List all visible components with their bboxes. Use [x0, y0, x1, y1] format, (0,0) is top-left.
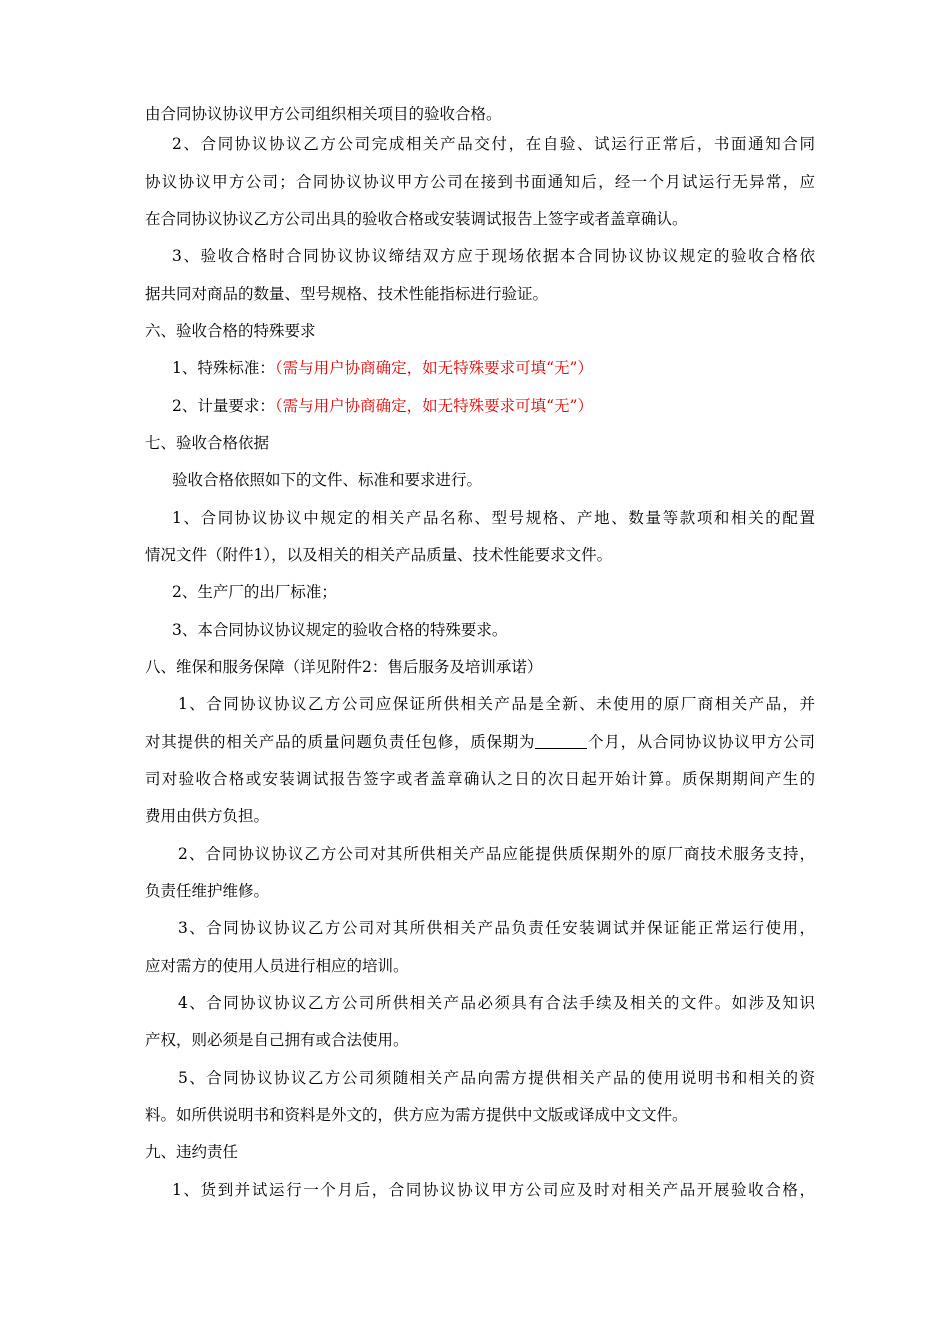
text-line [172, 134, 815, 154]
text-line [178, 694, 815, 714]
line-text: 协议协议甲方公司；合同协议协议甲方公司在接到书面通知后，经一个月试运行无异常，应 [145, 173, 815, 191]
text-line [145, 104, 815, 124]
text-line [145, 732, 815, 752]
line-text: 据共同对商品的数量、型号规格、技术性能指标进行验证。 [145, 285, 549, 303]
line-text: 料。如所供说明书和资料是外文的，供方应为需方提供中文版或译成中文文件。 [145, 1106, 688, 1124]
line-text: 应对需方的使用人员进行相应的培训。 [145, 957, 409, 975]
text-line [178, 844, 815, 864]
text-line [178, 993, 815, 1013]
line-text: 验收合格依照如下的文件、标准和要求进行。 [172, 471, 483, 489]
line-text: 3、本合同协议协议规定的验收合格的特殊要求。 [172, 621, 508, 639]
text-line [172, 620, 815, 640]
line-text: 2、合同协议协议乙方公司对其所供相关产品应能提供质保期外的原厂商技术服务支持， [178, 845, 815, 863]
line-text: 1、合同协议协议乙方公司应保证所供相关产品是全新、未使用的原厂商相关产品，并 [178, 695, 815, 713]
line-text: 九、违约责任 [145, 1143, 239, 1161]
text-line [145, 806, 815, 826]
line-text: 司对验收合格或安装调试报告签字或者盖章确认之日的次日起开始计算。质保期期间产生的 [145, 770, 815, 788]
line-text: 1、特殊标准： [172, 359, 275, 377]
line-text: 3、合同协议协议乙方公司对其所供相关产品负责任安装调试并保证能正常运行使用， [178, 919, 815, 937]
text-line [145, 209, 815, 229]
line-text: 4、合同协议协议乙方公司所供相关产品必须具有合法手续及相关的文件。如涉及知识 [178, 994, 815, 1012]
text-line [172, 508, 815, 528]
line-text: 情况文件（附件1），以及相关的相关产品质量、技术性能要求文件。 [145, 546, 613, 564]
blank-underline [535, 733, 587, 749]
text-line [145, 284, 815, 304]
text-line [172, 358, 815, 378]
text-line [172, 246, 815, 266]
line-text: 个月，从合同协议协议甲方公司 [587, 733, 815, 751]
section-heading [145, 657, 815, 677]
text-line [172, 1180, 815, 1200]
text-line [172, 582, 815, 602]
text-line [145, 881, 815, 901]
line-text: 1、货到并试运行一个月后，合同协议协议甲方公司应及时对相关产品开展验收合格， [172, 1181, 815, 1199]
line-text: 负责任维护维修。 [145, 882, 270, 900]
line-text: 2、生产厂的出厂标准； [172, 583, 337, 601]
red-note: （需与用户协商确定，如无特殊要求可填“无”） [274, 397, 593, 415]
line-text: 由合同协议协议甲方公司组织相关项目的验收合格。 [145, 105, 502, 123]
section-heading [145, 433, 815, 453]
red-note: （需与用户协商确定，如无特殊要求可填“无”） [274, 359, 593, 377]
text-line [145, 1105, 815, 1125]
text-line [145, 1030, 815, 1050]
text-line [172, 396, 815, 416]
text-line [145, 769, 815, 789]
text-line [178, 1068, 815, 1088]
line-text: 5、合同协议协议乙方公司须随相关产品向需方提供相关产品的使用说明书和相关的资 [178, 1069, 815, 1087]
section-heading [145, 1142, 815, 1162]
text-line [145, 956, 815, 976]
line-text: 八、维保和服务保障（详见附件2：售后服务及培训承诺） [145, 658, 543, 676]
text-line [145, 172, 815, 192]
line-text: 在合同协议协议乙方公司出具的验收合格或安装调试报告上签字或者盖章确认。 [145, 210, 688, 228]
line-text: 1、合同协议协议中规定的相关产品名称、型号规格、产地、数量等款项和相关的配置 [172, 509, 815, 527]
line-text: 2、合同协议协议乙方公司完成相关产品交付，在自验、试运行正常后，书面通知合同 [172, 135, 815, 153]
line-text: 产权，则必须是自己拥有或合法使用。 [145, 1031, 409, 1049]
section-heading [145, 321, 815, 341]
text-line [172, 470, 815, 490]
line-text: 3、验收合格时合同协议协议缔结双方应于现场依据本合同协议协议规定的验收合格依 [172, 247, 815, 265]
line-text: 2、计量要求： [172, 397, 275, 415]
text-line [145, 545, 815, 565]
text-line [178, 918, 815, 938]
line-text: 对其提供的相关产品的质量问题负责任包修，质保期为 [145, 733, 536, 751]
line-text: 七、验收合格依据 [145, 434, 270, 452]
line-text: 费用由供方负担。 [145, 807, 270, 825]
line-text: 六、验收合格的特殊要求 [145, 322, 316, 340]
